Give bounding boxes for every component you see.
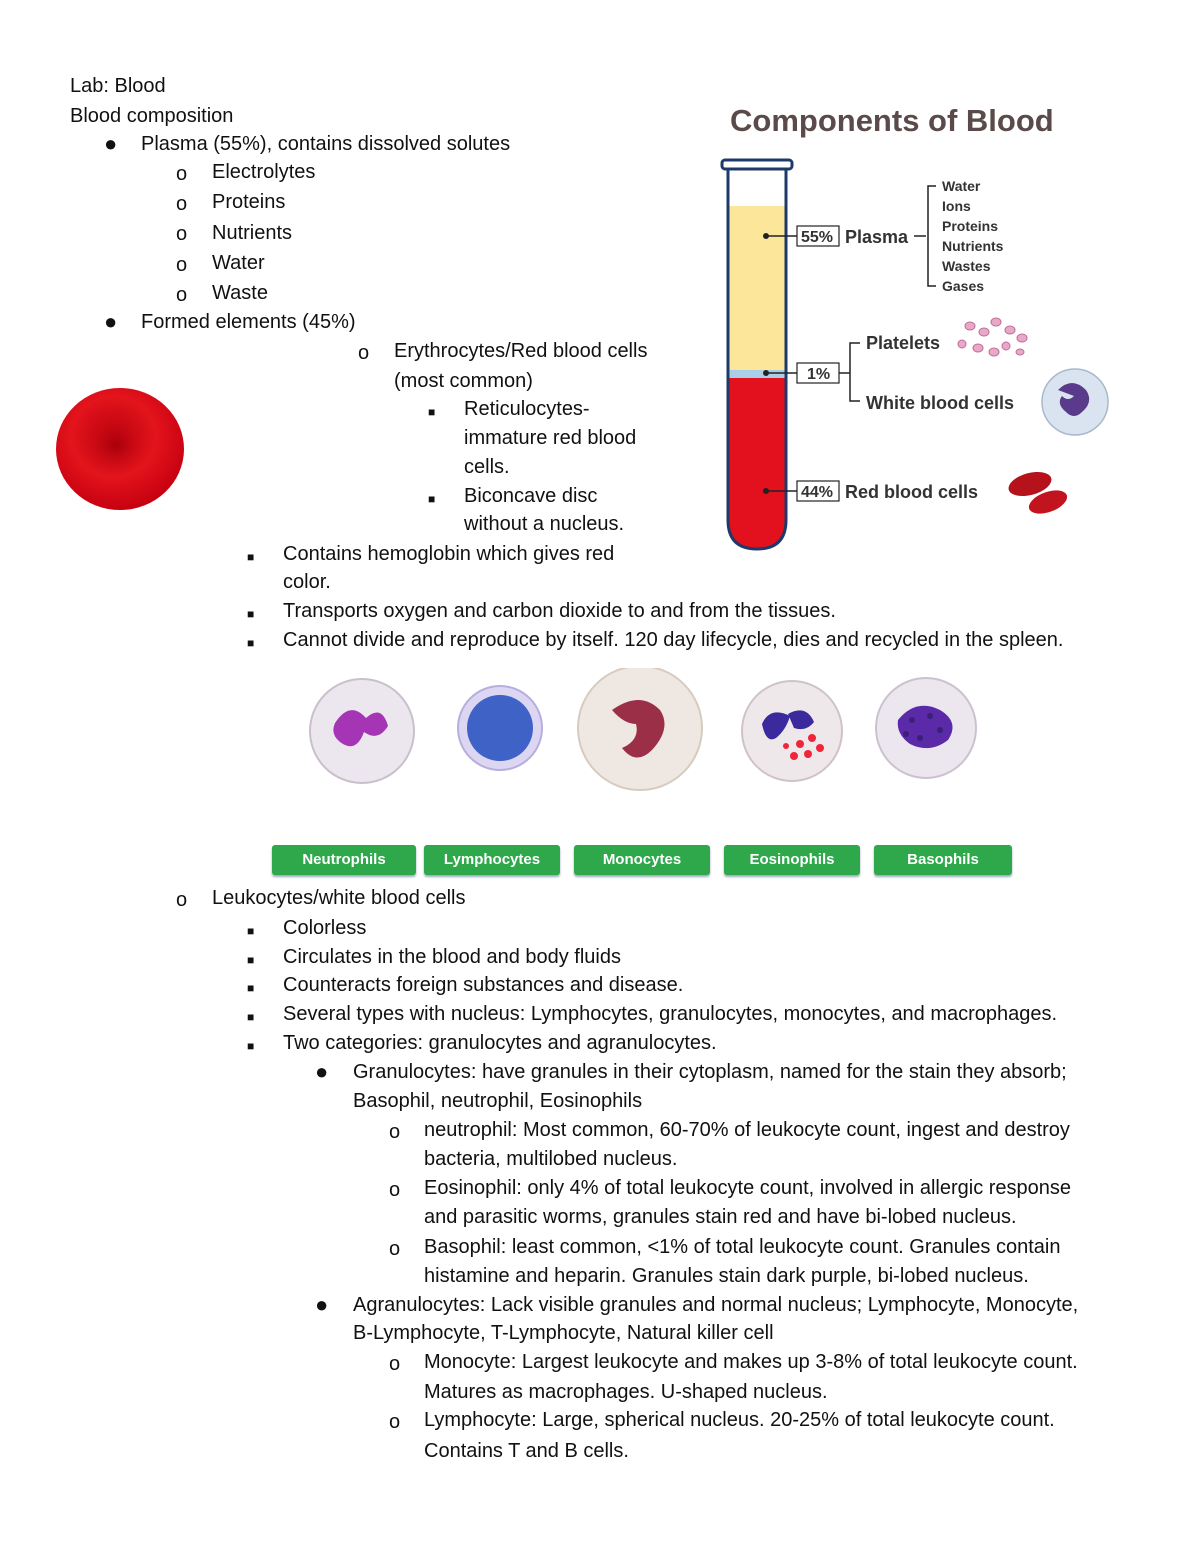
plasma-label: Plasma [845, 227, 909, 247]
wbc-fact: Colorless [283, 917, 367, 939]
bullet: o [389, 1179, 401, 1201]
bullet: ■ [247, 1010, 255, 1024]
agranulocytes-item-cont: B-Lymphocyte, T-Lymphocyte, Natural killer cell [353, 1322, 774, 1344]
granulocytes-item: Granulocytes: have granules in their cytoplasm, named for the stain they absorb; [353, 1061, 1067, 1083]
plasma-solute: Water [212, 252, 265, 274]
rbc-fact: Transports oxygen and carbon dioxide to and from the tissues. [283, 600, 836, 622]
plasma-percent: 55% [801, 229, 834, 246]
rbc-label: Red blood cells [845, 482, 979, 502]
wbc-fact: Counteracts foreign substances and disease. [283, 974, 684, 996]
rbc-fact: cells. [464, 456, 510, 478]
mid-percent: 1% [807, 366, 831, 383]
eosinophils-label-button: Eosinophils [724, 845, 860, 875]
bullet: ■ [247, 953, 255, 967]
rbc-percent: 44% [801, 484, 834, 501]
plasma-component: Water [942, 178, 981, 194]
test-tube-rim [722, 160, 792, 169]
bullet: ■ [428, 405, 436, 419]
bullet: ■ [247, 636, 255, 650]
plasma-solute: Nutrients [212, 222, 293, 244]
agranulocytes-item: Agranulocytes: Lack visible granules and normal nucleus; Lymphocyte, Monocyte, [353, 1294, 1079, 1316]
bullet: o [389, 1411, 401, 1433]
bullet: o [389, 1353, 401, 1375]
monocyte-item: Monocyte: Largest leukocyte and makes up 3-8% of total leukocyte count. [424, 1351, 1078, 1373]
bullet: ■ [247, 607, 255, 621]
bullet: o [176, 889, 188, 911]
bullet: o [176, 223, 188, 245]
basophil-icon [876, 678, 976, 778]
bullet: ● [104, 131, 118, 156]
neutrophils-label-button: Neutrophils [272, 845, 416, 875]
neutrophil-item-cont: bacteria, multilobed nucleus. [424, 1148, 678, 1170]
basophil-item-cont: histamine and heparin. Granules stain dark purple, bi-lobed nucleus. [424, 1265, 1029, 1287]
rbc-fact: Contains hemoglobin which gives red [283, 543, 615, 565]
section-heading: Blood composition [70, 105, 234, 127]
bullet: o [176, 254, 188, 276]
bullet: ■ [247, 981, 255, 995]
bullet: ■ [247, 550, 255, 564]
plasma-layer [728, 206, 786, 376]
red-blood-cell-illustration [50, 385, 190, 513]
bullet: ● [104, 309, 118, 334]
plasma-component: Wastes [942, 258, 991, 274]
eosinophil-icon [742, 681, 842, 781]
wbc-types-illustration [300, 668, 990, 793]
platelets-icon [958, 318, 1027, 356]
plasma-item: Plasma (55%), contains dissolved solutes [141, 133, 511, 155]
rbc-fact: Biconcave disc [464, 485, 598, 507]
rbc-heading-cont: (most common) [394, 370, 533, 392]
plasma-component: Gases [942, 278, 985, 294]
bullet: o [176, 163, 188, 185]
page-title: Lab: Blood [70, 75, 166, 97]
monocytes-label-button: Monocytes [574, 845, 710, 875]
monocyte-item-cont: Matures as macrophages. U-shaped nucleus. [424, 1381, 828, 1403]
wbc-heading: Leukocytes/white blood cells [212, 887, 466, 909]
rbc-fact: Cannot divide and reproduce by itself. 120 day lifecycle, dies and recycled in the spleen. [283, 629, 1064, 651]
lymphocyte-item-cont: Contains T and B cells. [424, 1440, 629, 1462]
bullet: ■ [428, 492, 436, 506]
bullet: ● [315, 1059, 329, 1084]
bullet: o [176, 193, 188, 215]
bullet: ■ [247, 1039, 255, 1053]
granulocytes-item-cont: Basophil, neutrophil, Eosinophils [353, 1090, 643, 1112]
bullet: ● [315, 1292, 329, 1317]
rbc-fact: immature red blood [464, 427, 637, 449]
plasma-component: Nutrients [942, 238, 1004, 254]
eosinophil-item: Eosinophil: only 4% of total leukocyte count, involved in allergic response [424, 1177, 1072, 1199]
eosinophil-item-cont: and parasitic worms, granules stain red and have bi-lobed nucleus. [424, 1206, 1017, 1228]
rbc-fact: color. [283, 571, 331, 593]
wbc-fact: Two categories: granulocytes and agranulocytes. [283, 1032, 717, 1054]
plasma-component: Proteins [942, 218, 999, 234]
plasma-component: Ions [942, 198, 971, 214]
bullet: o [176, 284, 188, 306]
white-blood-cell-icon [1042, 369, 1108, 435]
monocyte-icon [578, 668, 702, 790]
neutrophil-icon [310, 679, 414, 783]
rbc-heading: Erythrocytes/Red blood cells [394, 340, 648, 362]
rbc-fact: without a nucleus. [464, 513, 625, 535]
bullet: o [358, 342, 370, 364]
plasma-solute: Electrolytes [212, 161, 316, 183]
components-of-blood-figure [700, 90, 1120, 565]
red-blood-cells-icon [1006, 468, 1070, 519]
lymphocyte-item: Lymphocyte: Large, spherical nucleus. 20-25% of total leukocyte count. [424, 1409, 1055, 1431]
wbc-label: White blood cells [866, 393, 1015, 413]
rbc-fact: Reticulocytes- [464, 398, 590, 420]
neutrophil-item: neutrophil: Most common, 60-70% of leukocyte count, ingest and destroy [424, 1119, 1070, 1141]
lymphocytes-label-button: Lymphocytes [424, 845, 560, 875]
bullet: ■ [247, 924, 255, 938]
bullet: o [389, 1238, 401, 1260]
plasma-solute: Waste [212, 282, 268, 304]
formed-elements-item: Formed elements (45%) [141, 311, 356, 333]
plasma-solute: Proteins [212, 191, 286, 213]
lymphocyte-icon [458, 686, 542, 770]
buffy-coat-layer [728, 370, 786, 378]
bullet: o [389, 1121, 401, 1143]
figure-title: Components of Blood [730, 103, 1054, 138]
basophils-label-button: Basophils [874, 845, 1012, 875]
wbc-fact: Several types with nucleus: Lymphocytes, granulocytes, monocytes, and macrophages. [283, 1003, 1058, 1025]
platelets-label: Platelets [866, 333, 941, 353]
wbc-fact: Circulates in the blood and body fluids [283, 946, 621, 968]
basophil-item: Basophil: least common, <1% of total leukocyte count. Granules contain [424, 1236, 1061, 1258]
red-cell-layer [728, 378, 786, 549]
